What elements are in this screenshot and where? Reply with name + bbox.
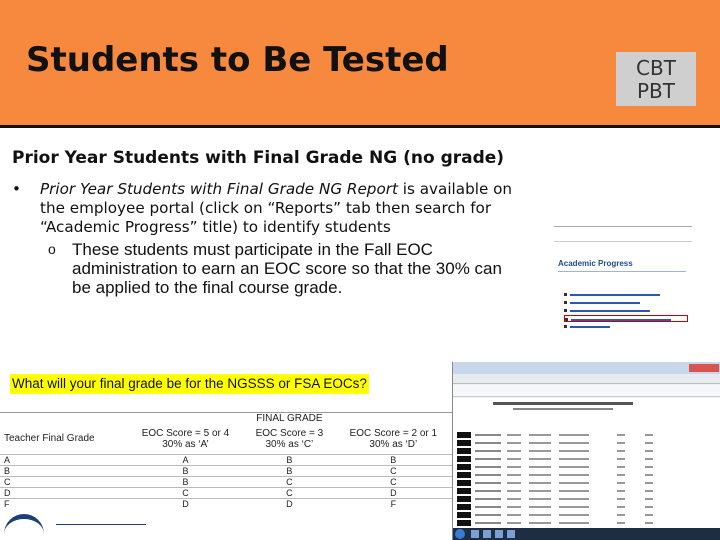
taskbar — [453, 528, 720, 540]
footer-divider — [56, 524, 146, 525]
report-subheader — [513, 408, 613, 410]
table-row — [457, 456, 713, 462]
window-titlebar — [453, 362, 720, 374]
bullet-rest: is available on the employee portal (click on “Reports” tab then search for “Academic Progress” title) to identify students — [40, 180, 513, 236]
sub-bullet-text: These students must participate in the Fall EOC administration to earn an EOC score so that the 30% can be applied to the final course grade. — [72, 240, 502, 297]
report-body — [453, 398, 720, 528]
page-title: Students to Be Tested — [26, 40, 449, 80]
test-mode-badge — [616, 52, 696, 106]
col-eoc-3: EOC Score = 3 30% as ‘C’ — [255, 427, 324, 450]
report-link[interactable] — [564, 299, 688, 306]
table-row — [457, 448, 713, 454]
report-rows — [457, 432, 713, 528]
report-link-list — [564, 291, 688, 331]
table-row — [457, 472, 713, 478]
report-link[interactable] — [564, 291, 688, 298]
table-row: A A B B — [0, 454, 452, 465]
table-row: F D D F — [0, 498, 452, 509]
table-row — [457, 480, 713, 486]
sub-bullet — [48, 240, 508, 297]
main-bullet — [12, 180, 532, 237]
table-row: D C C D — [0, 487, 452, 498]
window-controls-icon[interactable] — [689, 364, 719, 372]
bullet-text — [40, 180, 532, 237]
badge-line-pbt: PBT — [637, 79, 675, 103]
section-subtitle: Prior Year Students with Final Grade NG (no grade) — [12, 148, 505, 168]
table-row — [457, 512, 713, 518]
table-row — [457, 496, 713, 502]
report-link[interactable] — [564, 323, 688, 330]
table-row: B B B C — [0, 465, 452, 476]
final-grade-question: What will your final grade be for the NGSSS or FSA EOCs? — [10, 374, 369, 394]
divider — [554, 241, 692, 242]
table-row — [457, 520, 713, 526]
title-banner — [0, 0, 720, 128]
sub-bullet-marker: o — [48, 241, 56, 257]
table-row — [457, 440, 713, 446]
table-row — [457, 504, 713, 510]
taskbar-app-icon[interactable] — [507, 530, 515, 538]
report-link[interactable] — [564, 307, 688, 314]
start-button-icon[interactable] — [455, 529, 465, 539]
report-screenshot — [452, 362, 720, 540]
browser-toolbar — [453, 374, 720, 384]
col-teacher-grade: Teacher Final Grade — [4, 433, 95, 445]
taskbar-app-icon[interactable] — [495, 530, 503, 538]
academic-progress-screenshot — [554, 226, 692, 354]
table-row: C B C C — [0, 476, 452, 487]
group-header: FINAL GRADE — [256, 413, 323, 424]
table-row — [457, 488, 713, 494]
taskbar-app-icon[interactable] — [471, 530, 479, 538]
divider — [558, 271, 686, 272]
report-name: Prior Year Students with Final Grade NG Report — [40, 180, 398, 198]
taskbar-app-icon[interactable] — [483, 530, 491, 538]
academic-progress-title: Academic Progress — [558, 259, 633, 268]
table-row — [457, 432, 713, 438]
bullet-marker: • — [12, 180, 21, 198]
col-eoc-5-4: EOC Score = 5 or 4 30% as ‘A’ — [141, 427, 230, 450]
report-toolbar — [453, 385, 720, 397]
col-eoc-2-1: EOC Score = 2 or 1 30% as ‘D’ — [349, 427, 438, 450]
report-header — [493, 402, 633, 405]
final-grade-table — [0, 412, 452, 524]
report-link-highlighted[interactable] — [564, 315, 688, 322]
badge-line-cbt: CBT — [636, 56, 676, 80]
table-row — [457, 464, 713, 470]
